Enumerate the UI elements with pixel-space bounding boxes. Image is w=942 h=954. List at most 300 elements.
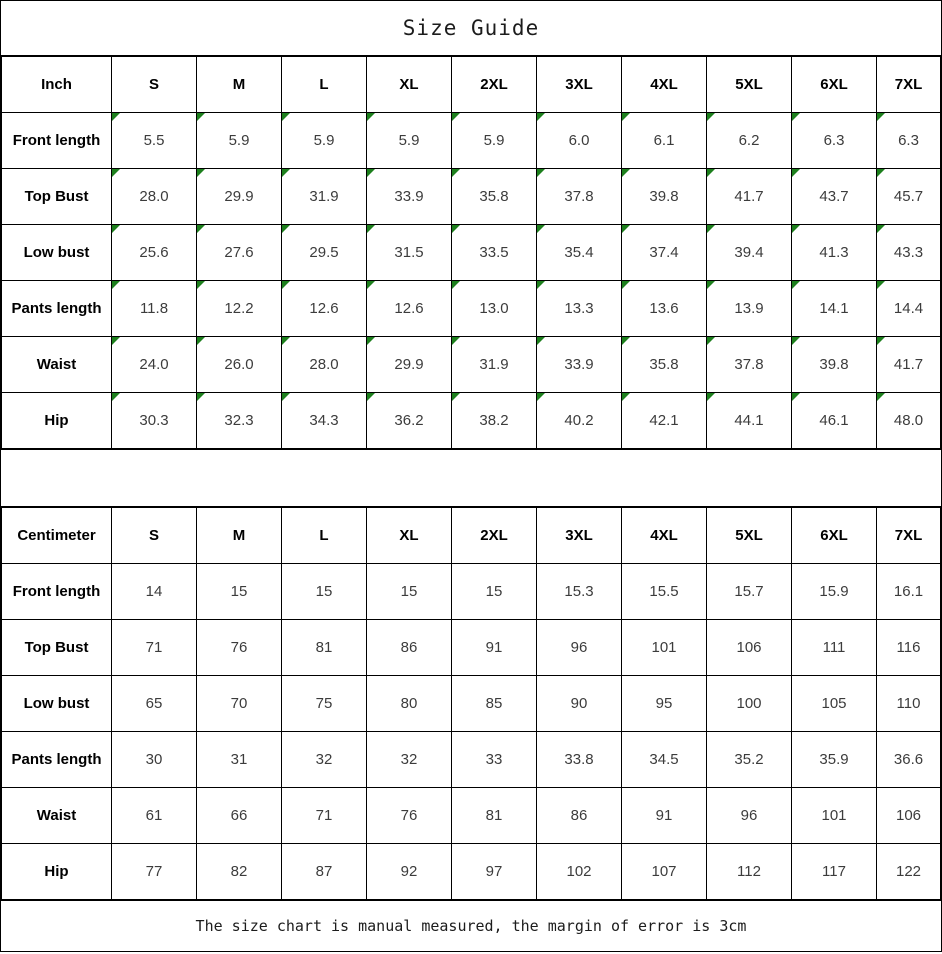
value-cell [452, 225, 537, 281]
value-text: 15 [485, 583, 503, 600]
value-cell [537, 393, 622, 449]
value-cell [622, 732, 707, 788]
value-cell [537, 788, 622, 844]
value-cell [367, 225, 452, 281]
value-text: 86 [570, 807, 588, 824]
value-cell [197, 337, 282, 393]
green-corner-flag-icon [452, 337, 460, 345]
value-text: 97 [485, 863, 503, 880]
value-text: 61 [145, 807, 163, 824]
value-text: 66 [230, 807, 248, 824]
size-header-cell: M [197, 508, 282, 564]
value-cell [112, 676, 197, 732]
value-text: 41.3 [819, 244, 849, 261]
green-corner-flag-icon [537, 113, 545, 121]
value-cell [282, 225, 367, 281]
value-text: 102 [566, 863, 592, 880]
value-text: 30.3 [139, 412, 169, 429]
value-cell [197, 620, 282, 676]
value-text: 38.2 [479, 412, 509, 429]
value-text: 35.8 [479, 188, 509, 205]
size-header-cell: XL [367, 508, 452, 564]
value-text: 26.0 [224, 356, 254, 373]
green-corner-flag-icon [707, 225, 715, 233]
value-cell [452, 281, 537, 337]
value-text: 15.7 [734, 583, 764, 600]
measurement-row [2, 393, 941, 449]
value-cell [282, 393, 367, 449]
footer-note-bar [1, 900, 941, 951]
value-text: 39.4 [734, 244, 764, 261]
value-text: 31 [230, 751, 248, 768]
green-corner-flag-icon [452, 169, 460, 177]
value-text: 6.3 [823, 132, 845, 149]
value-cell [877, 281, 941, 337]
value-text: 35.8 [649, 356, 679, 373]
green-corner-flag-icon [282, 225, 290, 233]
green-corner-flag-icon [537, 337, 545, 345]
value-cell [707, 281, 792, 337]
value-text: 15.9 [819, 583, 849, 600]
green-corner-flag-icon [622, 113, 630, 121]
value-cell [622, 169, 707, 225]
value-text: 92 [400, 863, 418, 880]
green-corner-flag-icon [367, 393, 375, 401]
value-text: 33.9 [394, 188, 424, 205]
size-header-cell: 7XL [877, 57, 941, 113]
value-text: 15.3 [564, 583, 594, 600]
unit-header-cell: Inch [2, 57, 112, 113]
row-label-cell: Hip [2, 393, 112, 449]
value-cell [367, 732, 452, 788]
value-text: 31.5 [394, 244, 424, 261]
measurement-row [2, 113, 941, 169]
value-cell [622, 564, 707, 620]
green-corner-flag-icon [792, 337, 800, 345]
value-cell [112, 620, 197, 676]
value-text: 85 [485, 695, 503, 712]
size-header-cell: 7XL [877, 508, 941, 564]
value-cell [367, 393, 452, 449]
green-corner-flag-icon [877, 225, 885, 233]
value-text: 101 [821, 807, 847, 824]
green-corner-flag-icon [282, 337, 290, 345]
value-text: 14.4 [893, 300, 924, 317]
size-header-cell: 5XL [707, 508, 792, 564]
value-cell [282, 676, 367, 732]
value-cell [112, 337, 197, 393]
green-corner-flag-icon [112, 169, 120, 177]
value-text: 112 [737, 863, 761, 880]
value-text: 37.8 [564, 188, 594, 205]
value-text: 35.9 [819, 751, 849, 768]
value-text: 91 [485, 639, 503, 656]
value-text: 35.4 [564, 244, 594, 261]
size-header-cell: 6XL [792, 57, 877, 113]
green-corner-flag-icon [197, 393, 205, 401]
value-text: 39.8 [819, 356, 849, 373]
value-cell [537, 620, 622, 676]
value-text: 77 [145, 863, 163, 880]
value-text: 12.6 [309, 300, 339, 317]
value-cell [877, 113, 941, 169]
value-text: 81 [315, 639, 333, 656]
size-header-cell: 5XL [707, 57, 792, 113]
value-text: 65 [145, 695, 163, 712]
green-corner-flag-icon [707, 281, 715, 289]
value-cell [622, 337, 707, 393]
value-cell [622, 113, 707, 169]
value-cell [197, 225, 282, 281]
inch-table [1, 56, 941, 449]
green-corner-flag-icon [622, 337, 630, 345]
value-cell [792, 281, 877, 337]
green-corner-flag-icon [707, 393, 715, 401]
value-cell [452, 337, 537, 393]
row-label-cell: Low bust [2, 676, 112, 732]
value-text: 37.4 [649, 244, 679, 261]
value-text: 15 [315, 583, 333, 600]
value-cell [112, 225, 197, 281]
value-text: 48.0 [893, 412, 924, 429]
green-corner-flag-icon [197, 281, 205, 289]
value-cell [452, 113, 537, 169]
value-cell [537, 281, 622, 337]
value-cell [622, 676, 707, 732]
row-label-cell: Waist [2, 788, 112, 844]
value-text: 33.5 [479, 244, 509, 261]
green-corner-flag-icon [707, 169, 715, 177]
value-text: 12.6 [394, 300, 424, 317]
value-cell [112, 281, 197, 337]
row-label-cell: Top Bust [2, 169, 112, 225]
green-corner-flag-icon [707, 113, 715, 121]
green-corner-flag-icon [537, 281, 545, 289]
value-cell [707, 788, 792, 844]
value-cell [367, 281, 452, 337]
value-cell [537, 732, 622, 788]
value-cell [877, 732, 941, 788]
value-text: 101 [651, 639, 677, 656]
value-text: 96 [570, 639, 588, 656]
value-cell [877, 844, 941, 900]
value-cell [112, 169, 197, 225]
size-header-cell: 3XL [537, 508, 622, 564]
value-text: 39.8 [649, 188, 679, 205]
size-header-cell: 6XL [792, 508, 877, 564]
size-header-row [2, 57, 941, 113]
value-cell [537, 564, 622, 620]
value-text: 76 [400, 807, 418, 824]
green-corner-flag-icon [622, 225, 630, 233]
value-cell [622, 281, 707, 337]
value-cell [452, 788, 537, 844]
green-corner-flag-icon [622, 169, 630, 177]
value-text: 16.1 [893, 583, 924, 600]
value-cell [197, 564, 282, 620]
green-corner-flag-icon [367, 281, 375, 289]
value-cell [537, 113, 622, 169]
value-text: 35.2 [734, 751, 764, 768]
value-cell [282, 281, 367, 337]
value-cell [707, 225, 792, 281]
green-corner-flag-icon [282, 169, 290, 177]
value-cell [282, 788, 367, 844]
green-corner-flag-icon [877, 169, 885, 177]
value-cell [877, 225, 941, 281]
value-cell [452, 676, 537, 732]
spacer-row [1, 449, 941, 507]
value-cell [792, 788, 877, 844]
value-cell [367, 169, 452, 225]
green-corner-flag-icon [367, 169, 375, 177]
measurement-row [2, 844, 941, 900]
green-corner-flag-icon [537, 393, 545, 401]
size-header-cell: L [282, 57, 367, 113]
value-text: 6.0 [568, 132, 590, 149]
value-text: 41.7 [734, 188, 764, 205]
green-corner-flag-icon [197, 169, 205, 177]
value-cell [452, 844, 537, 900]
value-cell [452, 564, 537, 620]
value-text: 31.9 [479, 356, 509, 373]
value-text: 34.5 [649, 751, 679, 768]
size-header-cell: 2XL [452, 508, 537, 564]
value-text: 24.0 [139, 356, 169, 373]
value-cell [537, 676, 622, 732]
value-text: 106 [895, 807, 922, 824]
value-text: 15 [230, 583, 248, 600]
value-cell [452, 620, 537, 676]
size-header-cell: L [282, 508, 367, 564]
value-cell [282, 732, 367, 788]
green-corner-flag-icon [792, 393, 800, 401]
value-cell [707, 393, 792, 449]
value-cell [282, 169, 367, 225]
value-text: 33.9 [564, 356, 594, 373]
unit-header-cell: Centimeter [2, 508, 112, 564]
value-text: 76 [230, 639, 248, 656]
value-cell [877, 169, 941, 225]
green-corner-flag-icon [282, 113, 290, 121]
value-cell [197, 281, 282, 337]
value-text: 42.1 [649, 412, 679, 429]
value-text: 36.6 [893, 751, 924, 768]
row-label-cell: Pants length [2, 732, 112, 788]
value-text: 5.9 [398, 132, 420, 149]
value-cell [282, 620, 367, 676]
value-text: 100 [736, 695, 762, 712]
measurement-row [2, 676, 941, 732]
value-cell [197, 393, 282, 449]
measurement-row [2, 732, 941, 788]
green-corner-flag-icon [112, 113, 120, 121]
value-cell [792, 169, 877, 225]
value-text: 45.7 [893, 188, 924, 205]
green-corner-flag-icon [877, 113, 885, 121]
green-corner-flag-icon [197, 113, 205, 121]
row-label-cell: Top Bust [2, 620, 112, 676]
green-corner-flag-icon [367, 225, 375, 233]
value-text: 122 [895, 863, 922, 880]
value-cell [537, 169, 622, 225]
value-text: 33.8 [564, 751, 594, 768]
value-cell [707, 113, 792, 169]
green-corner-flag-icon [452, 225, 460, 233]
value-cell [452, 732, 537, 788]
green-corner-flag-icon [112, 225, 120, 233]
value-text: 32.3 [224, 412, 254, 429]
value-cell [367, 620, 452, 676]
green-corner-flag-icon [792, 281, 800, 289]
value-text: 15.5 [649, 583, 679, 600]
value-cell [367, 337, 452, 393]
value-cell [707, 620, 792, 676]
centimeter-table [1, 507, 941, 900]
green-corner-flag-icon [537, 169, 545, 177]
value-text: 44.1 [734, 412, 764, 429]
value-text: 29.9 [224, 188, 254, 205]
value-cell [622, 393, 707, 449]
size-header-cell: XL [367, 57, 452, 113]
row-label-cell: Front length [2, 564, 112, 620]
value-cell [792, 393, 877, 449]
value-cell [197, 732, 282, 788]
value-cell [792, 620, 877, 676]
value-cell [282, 337, 367, 393]
value-text: 41.7 [893, 356, 924, 373]
size-header-cell: 4XL [622, 508, 707, 564]
value-text: 31.9 [309, 188, 339, 205]
value-text: 27.6 [224, 244, 254, 261]
value-cell [452, 393, 537, 449]
value-cell [792, 225, 877, 281]
value-text: 71 [145, 639, 163, 656]
value-text: 81 [485, 807, 503, 824]
value-cell [622, 788, 707, 844]
value-text: 5.5 [143, 132, 165, 149]
value-text: 82 [230, 863, 248, 880]
value-text: 36.2 [394, 412, 424, 429]
value-cell [537, 225, 622, 281]
green-corner-flag-icon [452, 393, 460, 401]
green-corner-flag-icon [792, 113, 800, 121]
value-text: 14.1 [819, 300, 849, 317]
value-cell [197, 844, 282, 900]
size-header-cell: 2XL [452, 57, 537, 113]
value-cell [792, 844, 877, 900]
value-text: 13.6 [649, 300, 679, 317]
value-text: 43.3 [893, 244, 924, 261]
measurement-row [2, 564, 941, 620]
green-corner-flag-icon [197, 225, 205, 233]
value-text: 71 [315, 807, 333, 824]
measurement-row [2, 620, 941, 676]
size-header-cell: S [112, 508, 197, 564]
value-text: 116 [896, 639, 921, 656]
value-text: 80 [400, 695, 418, 712]
green-corner-flag-icon [282, 281, 290, 289]
value-cell [537, 844, 622, 900]
green-corner-flag-icon [792, 169, 800, 177]
value-text: 28.0 [309, 356, 339, 373]
value-cell [282, 564, 367, 620]
green-corner-flag-icon [112, 337, 120, 345]
value-cell [112, 113, 197, 169]
value-text: 29.5 [309, 244, 339, 261]
value-text: 86 [400, 639, 418, 656]
value-cell [112, 393, 197, 449]
value-cell [197, 113, 282, 169]
green-corner-flag-icon [877, 337, 885, 345]
value-text: 32 [315, 751, 333, 768]
value-text: 110 [896, 695, 921, 712]
value-cell [112, 788, 197, 844]
value-cell [792, 676, 877, 732]
value-cell [707, 564, 792, 620]
value-text: 95 [655, 695, 673, 712]
value-cell [282, 113, 367, 169]
value-text: 87 [315, 863, 333, 880]
value-text: 32 [400, 751, 418, 768]
value-text: 11.8 [139, 300, 169, 317]
green-corner-flag-icon [367, 337, 375, 345]
row-label-cell: Hip [2, 844, 112, 900]
value-text: 70 [230, 695, 248, 712]
measurement-row [2, 788, 941, 844]
value-text: 111 [822, 639, 846, 656]
size-header-cell: M [197, 57, 282, 113]
green-corner-flag-icon [877, 393, 885, 401]
value-cell [537, 337, 622, 393]
value-cell [112, 564, 197, 620]
value-cell [282, 844, 367, 900]
value-text: 6.2 [738, 132, 760, 149]
green-corner-flag-icon [112, 393, 120, 401]
green-corner-flag-icon [707, 337, 715, 345]
value-text: 25.6 [139, 244, 169, 261]
green-corner-flag-icon [452, 113, 460, 121]
title-bar [1, 1, 941, 56]
value-cell [877, 788, 941, 844]
size-header-cell: S [112, 57, 197, 113]
footer-note: The size chart is manual measured, the margin of error is 3cm [195, 917, 747, 935]
size-header-cell: 4XL [622, 57, 707, 113]
value-text: 5.9 [483, 132, 505, 149]
value-cell [197, 676, 282, 732]
green-corner-flag-icon [367, 113, 375, 121]
size-header-row [2, 508, 941, 564]
value-cell [792, 564, 877, 620]
value-text: 40.2 [564, 412, 594, 429]
row-label-cell: Pants length [2, 281, 112, 337]
value-text: 43.7 [819, 188, 849, 205]
value-text: 14 [145, 583, 163, 600]
value-text: 5.9 [228, 132, 250, 149]
green-corner-flag-icon [282, 393, 290, 401]
value-text: 30 [145, 751, 163, 768]
green-corner-flag-icon [622, 281, 630, 289]
value-cell [877, 337, 941, 393]
value-cell [707, 844, 792, 900]
row-label-cell: Waist [2, 337, 112, 393]
value-text: 33 [485, 751, 503, 768]
value-text: 75 [315, 695, 333, 712]
value-cell [197, 788, 282, 844]
value-text: 29.9 [394, 356, 424, 373]
value-cell [707, 732, 792, 788]
value-cell [622, 620, 707, 676]
